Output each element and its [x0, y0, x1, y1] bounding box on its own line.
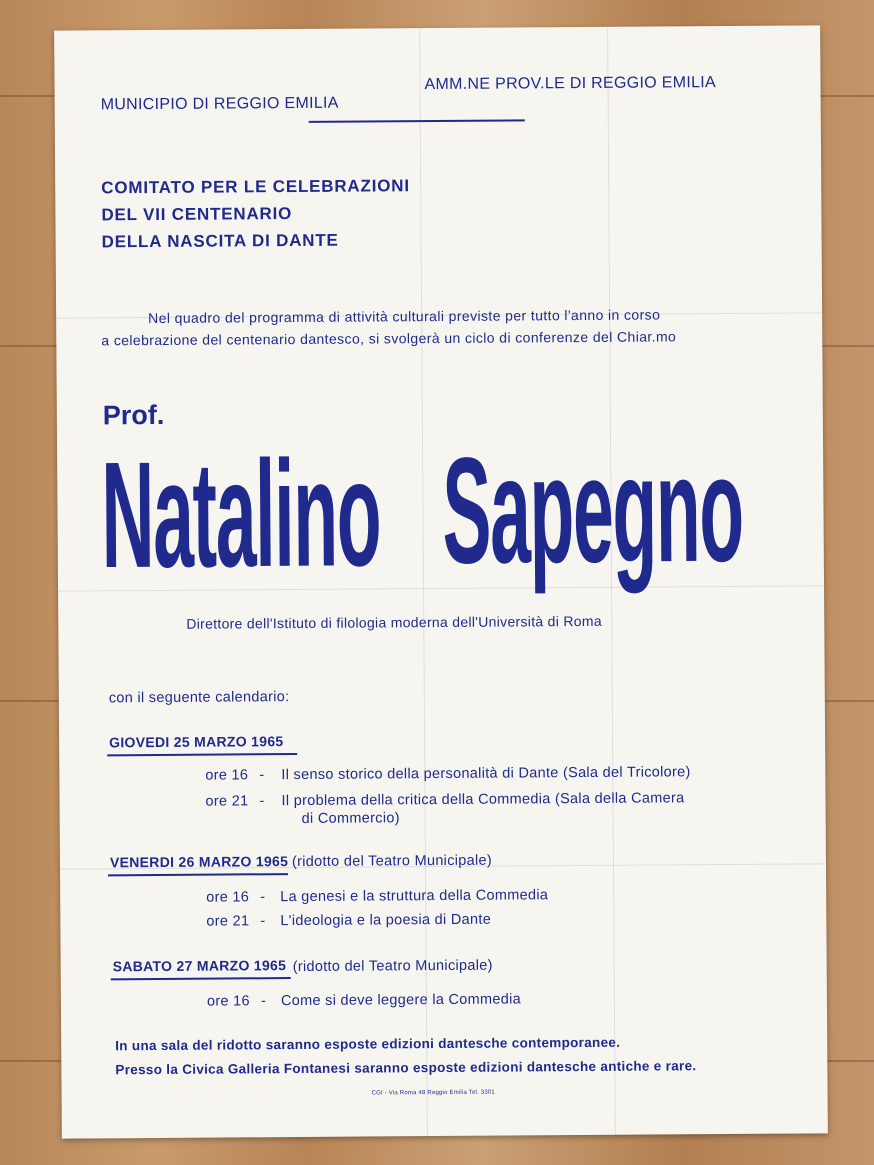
- note-line-1: In una sala del ridotto saranno esposte edizioni dantesche contemporanee.: [115, 1034, 621, 1054]
- day-2-talk-1-title: La genesi e la struttura della Commedia: [280, 887, 549, 906]
- speaker-last-name: Sapegno: [441, 424, 744, 596]
- day-1-talk-2-dash: -: [259, 793, 265, 810]
- intro-line-2: a celebrazione del centenario dantesco, si svolgerà un ciclo di conferenze del Chiar.mo: [101, 328, 677, 349]
- day-2-talk-1-dash: -: [260, 889, 266, 906]
- day-3-venue: (ridotto del Teatro Municipale): [292, 957, 493, 976]
- speaker-role: Direttore dell'Istituto di filologia moderna dell'Università di Roma: [186, 612, 602, 632]
- poster: [54, 25, 828, 1138]
- speaker-title: Prof.: [102, 399, 165, 431]
- day-2-talk-2-title: L'ideologia e la poesia di Dante: [280, 911, 492, 930]
- day-2-talk-1-time: ore 16: [206, 889, 250, 906]
- day-2-rule: [108, 873, 288, 876]
- header-right: AMM.NE PROV.LE DI REGGIO EMILIA: [424, 74, 717, 94]
- committee-line-3: DELLA NASCITA DI DANTE: [101, 230, 339, 252]
- committee-line-2: DEL VII CENTENARIO: [101, 204, 293, 225]
- day-3-talk-1-title: Come si deve leggere la Commedia: [280, 991, 522, 1010]
- committee-line-1: COMITATO PER LE CELEBRAZIONI: [101, 176, 410, 198]
- committee-title: [101, 172, 410, 255]
- day-2-talk-2-dash: -: [260, 913, 266, 930]
- day-3-date: SABATO 27 MARZO 1965: [112, 957, 287, 975]
- printer-imprint: CGI - Via Roma 48 Reggio Emilia Tel. 3301: [371, 1089, 495, 1097]
- note-line-2: Presso la Civica Galleria Fontanesi saranno esposte edizioni dantesche antiche e rare.: [115, 1058, 697, 1078]
- day-1-date: GIOVEDI 25 MARZO 1965: [109, 733, 284, 751]
- day-1-talk-1-time: ore 16: [205, 767, 249, 784]
- day-1-talk-2-cont: di Commercio): [301, 810, 400, 827]
- day-1-talk-1-title: Il senso storico della personalità di Dante (Sala del Tricolore): [281, 764, 691, 784]
- day-2-venue: (ridotto del Teatro Municipale): [291, 852, 493, 871]
- day-2-talk-2-time: ore 21: [206, 913, 250, 930]
- day-3-talk-1-dash: -: [260, 993, 267, 1010]
- header-left: MUNICIPIO DI REGGIO EMILIA: [100, 94, 339, 114]
- day-1-talk-2-time: ore 21: [205, 793, 249, 810]
- day-1-talk-1-dash: -: [259, 767, 265, 784]
- intro-line-1: Nel quadro del programma di attività culturali previste per tutto l'anno in corso: [148, 306, 661, 327]
- day-1-rule: [107, 753, 297, 756]
- day-3-rule: [111, 977, 291, 980]
- day-2-date: VENERDI 26 MARZO 1965: [109, 853, 289, 871]
- calendar-intro: con il seguente calendario:: [108, 689, 290, 707]
- day-3-talk-1-time: ore 16: [206, 993, 250, 1010]
- header-rule: [309, 119, 525, 123]
- day-1-talk-2-title: Il problema della critica della Commedia (Sala della Camera: [281, 790, 685, 810]
- speaker-first-name: Natalino: [100, 429, 381, 601]
